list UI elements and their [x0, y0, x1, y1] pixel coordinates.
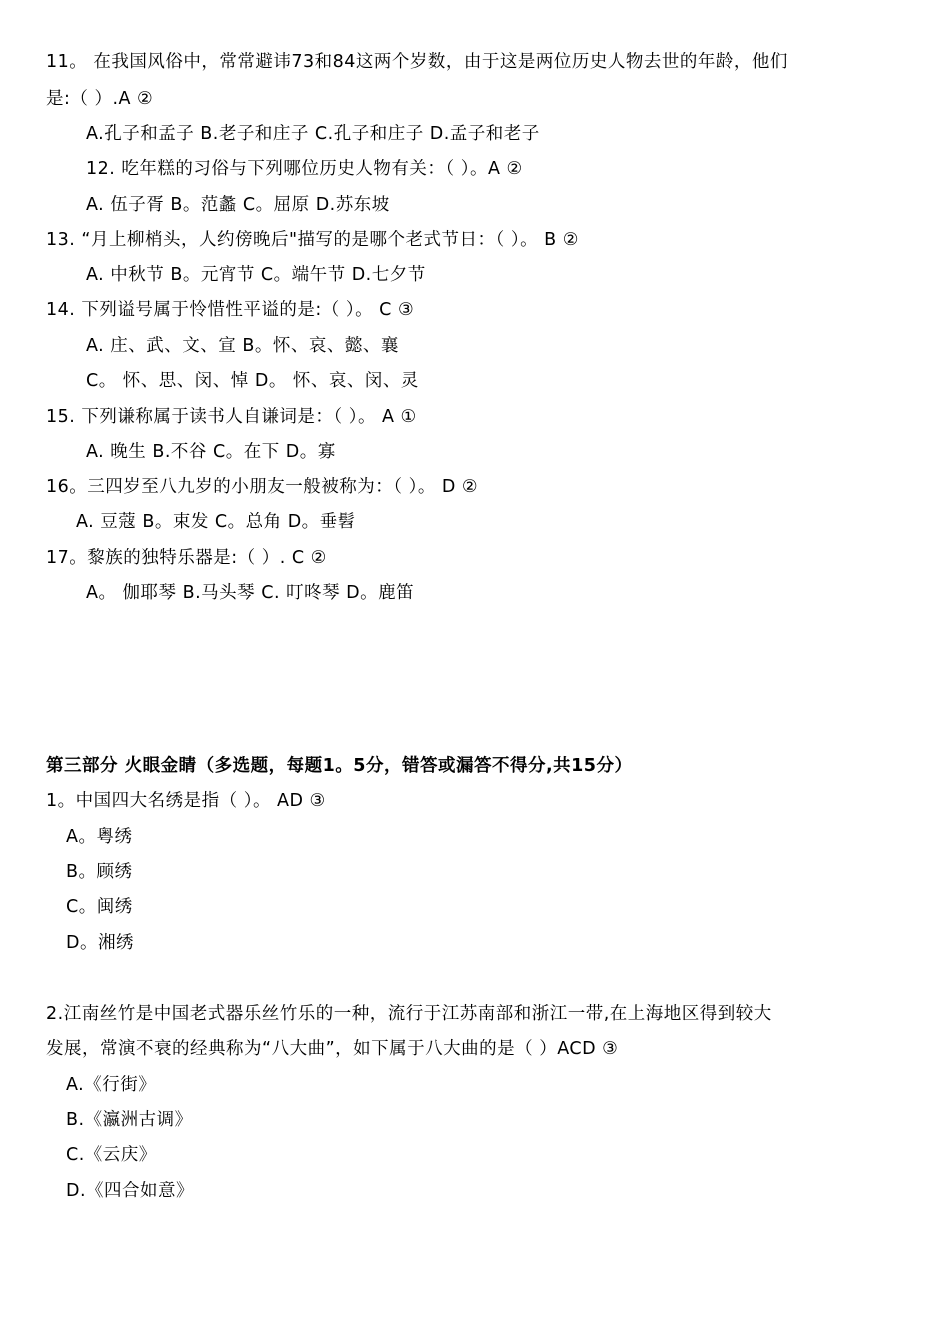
part3-question-1-option-b: B。顾绣 — [66, 862, 133, 882]
part3-question-2-text: 2.江南丝竹是中国老式器乐丝竹乐的一种，流行于江苏南部和浙江一带,在上海地区得到较大 — [46, 1004, 772, 1024]
question-17-text: 17。黎族的独特乐器是:（ ）. C ② — [46, 548, 327, 568]
part3-question-2-option-c: C.《云庆》 — [66, 1145, 157, 1165]
part3-question-2-option-b: B.《瀛洲古调》 — [66, 1110, 193, 1130]
question-14-options-cont: C。 怀、思、闵、悼 D。 怀、哀、闵、灵 — [86, 371, 419, 391]
part3-question-2-option-a: A.《行街》 — [66, 1075, 157, 1095]
question-16-options: A. 豆蔻 B。束发 C。总角 D。垂髫 — [76, 512, 356, 532]
question-12-text: 12. 吃年糕的习俗与下列哪位历史人物有关：（ ）。A ② — [86, 159, 523, 179]
question-14-text: 14. 下列谥号属于怜惜性平谥的是:（ ）。 C ③ — [46, 300, 415, 320]
part3-heading: 第三部分 火眼金睛（多选题，每题1。5分，错答或漏答不得分,共15分） — [46, 756, 633, 776]
question-11-options: A.孔子和孟子 B.老子和庄子 C.孔子和庄子 D.孟子和老子 — [86, 124, 540, 144]
question-12-options: A. 伍子胥 B。范蠡 C。屈原 D.苏东坡 — [86, 195, 390, 215]
question-14-options: A. 庄、武、文、宣 B。怀、哀、懿、襄 — [86, 336, 399, 356]
question-17-options: A。 伽耶琴 B.马头琴 C. 叮咚琴 D。鹿笛 — [86, 583, 415, 603]
question-11-text: 11。 在我国风俗中，常常避讳73和84这两个岁数，由于这是两位历史人物去世的年龄，他们 — [46, 52, 788, 72]
question-16-text: 16。三四岁至八九岁的小朋友一般被称为：（ ）。 D ② — [46, 477, 479, 497]
question-15-text: 15. 下列谦称属于读书人自谦词是：（ ）。 A ① — [46, 407, 417, 427]
part3-question-2-option-d: D.《四合如意》 — [66, 1181, 195, 1201]
part3-question-1-option-a: A。粤绣 — [66, 827, 133, 847]
part3-question-1-option-c: C。闽绣 — [66, 897, 133, 917]
question-15-options: A. 晚生 B.不谷 C。在下 D。寡 — [86, 442, 336, 462]
part3-question-1-text: 1。中国四大名绣是指（ ）。 AD ③ — [46, 791, 326, 811]
part3-question-2-text-cont: 发展，常演不衰的经典称为“八大曲”，如下属于八大曲的是（ ）ACD ③ — [46, 1039, 619, 1059]
question-13-options: A. 中秋节 B。元宵节 C。端午节 D.七夕节 — [86, 265, 426, 285]
question-13-text: 13. “月上柳梢头，人约傍晚后"描写的是哪个老式节日：（ ）。 B ② — [46, 230, 579, 250]
question-11-text-cont: 是:（ ）.A ② — [46, 89, 154, 109]
part3-question-1-option-d: D。湘绣 — [66, 933, 134, 953]
